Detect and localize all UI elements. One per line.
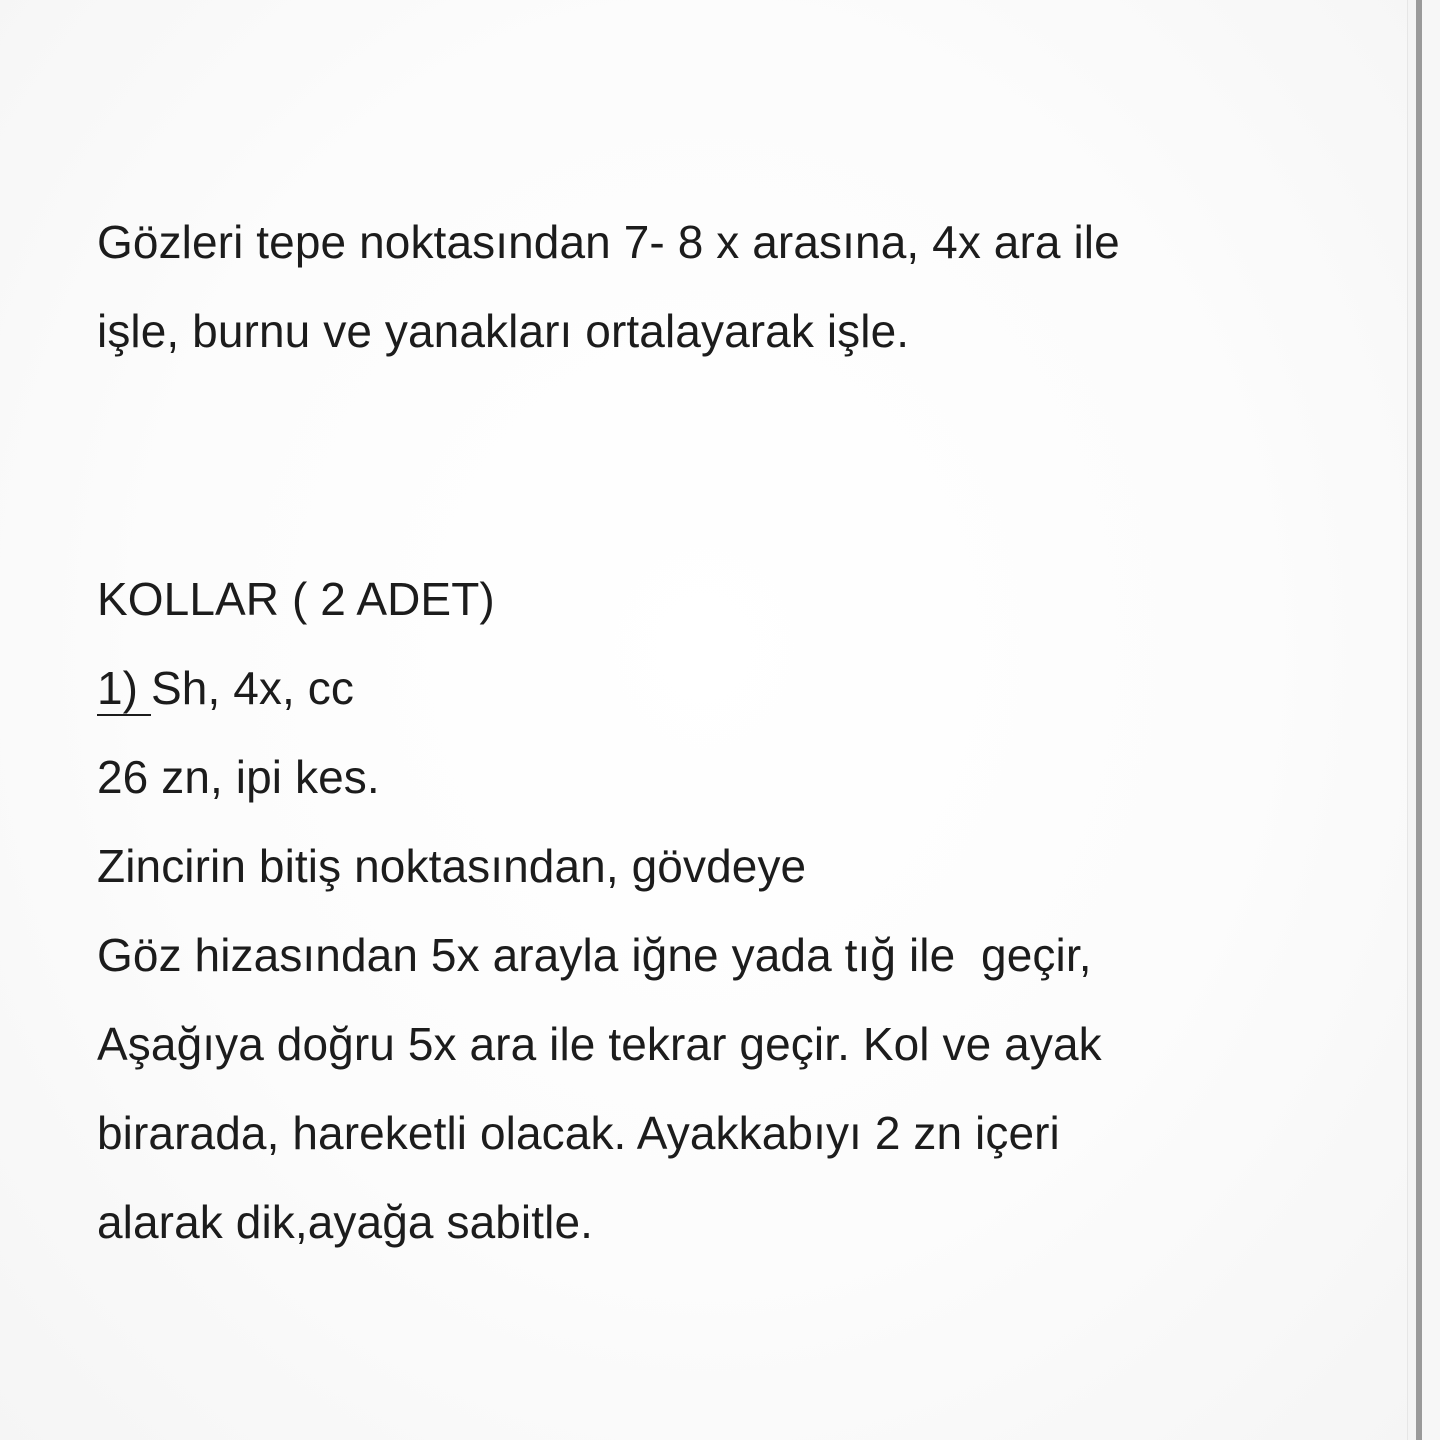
text-line: Aşağıya doğru 5x ara ile tekrar geçir. Kol ve ayak	[97, 1018, 1102, 1070]
text-line: alarak dik,ayağa sabitle.	[97, 1196, 594, 1248]
step-line	[97, 644, 1357, 733]
text-line: işle, burnu ve yanakları ortalayarak işle.	[97, 305, 910, 357]
step-text: Sh, 4x, cc	[150, 662, 354, 714]
arms-section	[97, 555, 1357, 1267]
instructions-paragraph	[97, 198, 1357, 376]
section-heading: KOLLAR ( 2 ADET)	[97, 573, 495, 625]
text-line: 26 zn, ipi kes.	[97, 751, 380, 803]
window-edge	[1422, 0, 1440, 1440]
text-line: Göz hizasından 5x arayla iğne yada tığ ile geçir,	[97, 929, 1092, 981]
step-number: 1)	[97, 662, 151, 714]
text-line: Zincirin bitiş noktasından, gövdeye	[97, 840, 807, 892]
text-line: birarada, hareketli olacak. Ayakkabıyı 2 zn içeri	[97, 1107, 1060, 1159]
text-line: Gözleri tepe noktasından 7- 8 x arasına, 4x ara ile	[97, 216, 1120, 268]
